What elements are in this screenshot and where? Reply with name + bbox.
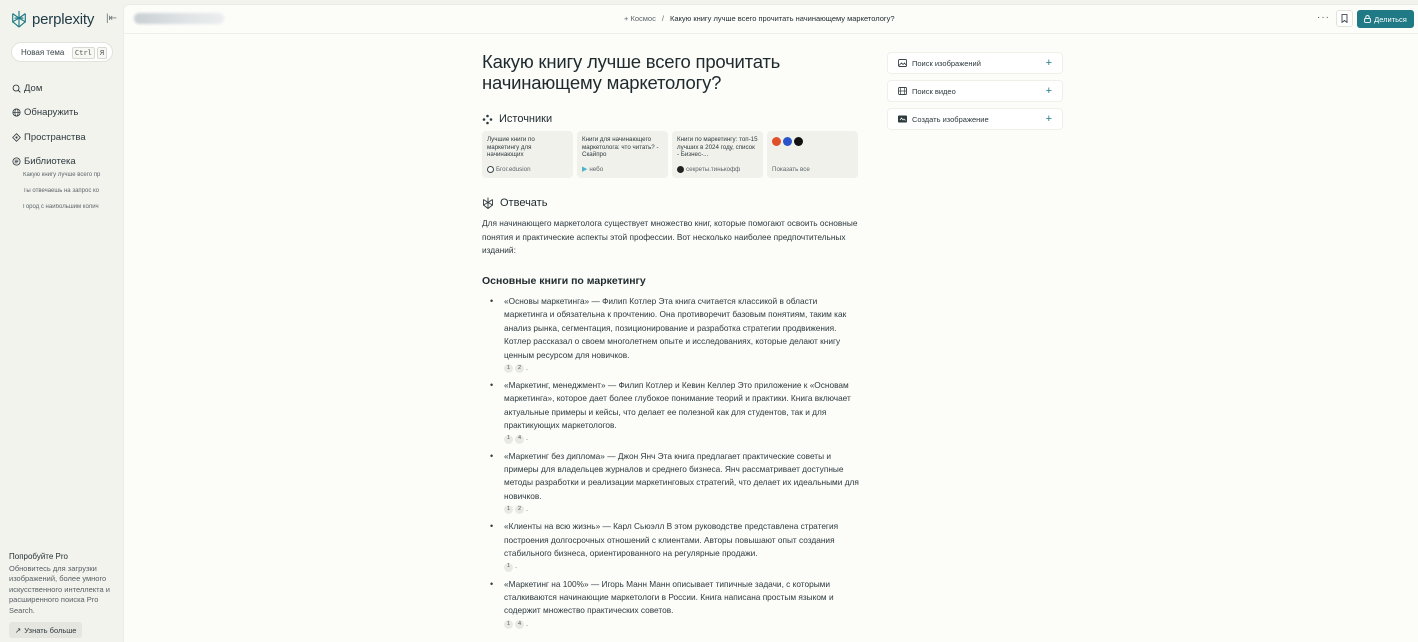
thread-content [482, 51, 862, 628]
search-images-button[interactable] [887, 52, 1063, 74]
generate-image-button[interactable] [887, 108, 1063, 130]
bookmark-icon [1341, 14, 1348, 23]
source-title: Книги по маркетингу: топ-15 лучших в 2024 году, список - Бизнес-... [677, 136, 758, 159]
citation-badge[interactable]: 4 [515, 435, 524, 444]
spaces-icon [12, 133, 21, 142]
source-favicons [772, 137, 853, 146]
sources-heading-label: Источники [499, 113, 553, 125]
logo[interactable] [10, 10, 94, 28]
source-domain-label: Бгог.edusion [496, 166, 531, 173]
answer-subheading: Основные книги по маркетингу [482, 275, 646, 287]
citations [504, 363, 862, 374]
learn-more-button[interactable] [9, 622, 82, 638]
sidebar-item-spaces[interactable] [12, 125, 86, 150]
answer-heading [482, 197, 547, 209]
citation-badge[interactable]: 1 [504, 505, 513, 514]
collapse-sidebar-icon[interactable]: |⇤ [106, 13, 117, 24]
shortcut-key-letter: Я [97, 47, 107, 59]
share-button[interactable] [1357, 10, 1414, 28]
sources-heading [482, 113, 552, 125]
citations [504, 504, 862, 515]
plus-icon: + [1045, 113, 1052, 125]
sidebar-item-label: Пространства [24, 131, 86, 143]
generate-image-label: Создать изображение [912, 114, 989, 124]
plus-icon: + [624, 14, 629, 23]
share-label: Делиться [1374, 14, 1407, 24]
media-panel [887, 52, 1063, 136]
breadcrumb-space[interactable] [624, 14, 656, 23]
source-title: Лучшие книги по маркетингу для начинающих [487, 136, 535, 159]
site-favicon-icon [487, 166, 494, 173]
citation-badge[interactable]: 2 [515, 364, 524, 373]
source-domain-label: секреты.тинькофф [686, 166, 741, 173]
list-item [482, 578, 862, 630]
sidebar-item-discover[interactable] [12, 101, 86, 126]
citation-period: . [526, 364, 528, 372]
breadcrumb-space-label: Космос [630, 14, 656, 23]
book-list [482, 295, 862, 630]
sidebar [0, 0, 123, 642]
library-thread-item[interactable]: Город с наибольшим колич [23, 204, 99, 210]
source-domain [677, 166, 740, 173]
play-favicon-icon: ▶ [582, 166, 588, 173]
pro-promo [9, 552, 119, 616]
sidebar-item-label: Библиотека [24, 156, 76, 168]
library-icon [12, 157, 21, 166]
site-favicon-icon [783, 137, 792, 146]
citation-period: . [515, 563, 517, 571]
book-description: • «Маркетинг, менеджмент» — Филип Котлер и Кевин Келлер Это приложение к «Основам маркетинга», которое дает более глубокое понимание теорий и практики. Книга включает актуальные примеры и кейсы, что делает ее полезной как для студентов, так и для практикующих маркетологов. [504, 380, 851, 431]
source-title: Книги для начинающего маркетолога: что читать? - Скайпро [582, 136, 659, 159]
lock-icon [1364, 15, 1371, 23]
promo-title: Попробуйте Pro [9, 552, 68, 561]
library-threads [23, 172, 113, 220]
topbar [124, 5, 1418, 34]
globe-icon [12, 108, 21, 117]
perplexity-logo-icon [10, 10, 28, 28]
sidebar-item-label: Обнаружить [24, 107, 79, 119]
sidebar-item-library[interactable] [12, 150, 86, 175]
list-item [482, 450, 862, 516]
site-favicon-icon [794, 137, 803, 146]
search-video-button[interactable] [887, 80, 1063, 102]
citation-period: . [526, 506, 528, 514]
library-thread-item[interactable]: Какую книгу лучше всего пр [23, 172, 101, 178]
source-card[interactable] [672, 131, 763, 178]
citation-badge[interactable]: 1 [504, 563, 513, 572]
citation-badge[interactable]: 4 [515, 620, 524, 629]
image-icon [898, 59, 907, 67]
user-account-blurred[interactable] [134, 13, 224, 24]
plus-icon: + [1045, 85, 1052, 97]
sidebar-item-label: Дом [24, 82, 43, 94]
citation-badge[interactable]: 1 [504, 620, 513, 629]
source-domain [487, 166, 531, 173]
citation-badge[interactable]: 1 [504, 364, 513, 373]
answer-heading-label: Отвечать [500, 197, 548, 209]
shortcut-key-ctrl: Ctrl [72, 47, 95, 59]
arrow-up-right-icon: ↗ [15, 625, 22, 635]
source-card[interactable] [577, 131, 668, 178]
breadcrumb-separator: / [661, 14, 664, 23]
citations [504, 434, 862, 445]
citations [504, 562, 862, 573]
video-icon [898, 87, 907, 95]
breadcrumb-thread-title: Какую книгу лучше всего прочитать начинающему маркетологу? [669, 14, 895, 23]
new-topic-button[interactable] [11, 42, 113, 62]
learn-more-label: Узнать больше [24, 625, 77, 635]
citation-period: . [526, 620, 528, 628]
main-panel [123, 4, 1418, 642]
citations [504, 619, 862, 630]
sidebar-item-home[interactable] [12, 76, 86, 101]
list-item [482, 520, 862, 572]
list-item [482, 379, 862, 445]
sources-list [482, 131, 858, 178]
book-description: • «Основы маркетинга» — Филип Котлер Эта книга считается классикой в области маркетинга и обязательна к прочтению. Она противоречит базовым понятиям, таким как анализ рынка, сегментация, позиционирование и разработка стратегии продвижения. Котлер рассказал о своем многолетнем опыте и исследованиях, которые делают книгу ценным ресурсом для новичков. [504, 296, 847, 360]
perplexity-answer-icon [482, 197, 494, 209]
source-domain [582, 165, 603, 173]
source-domain-label: небо [589, 165, 604, 173]
generate-image-icon [898, 115, 907, 123]
book-description: • «Клиенты на всю жизнь» — Карл Сьюэлл В этом руководстве представлена стратегия построения долгосрочных отношений с клиентами. Авторы повышают опыт создания стабильного бизнеса, ориентированного на регулярные продажи. [504, 521, 839, 559]
show-all-sources-card[interactable] [767, 131, 858, 178]
search-icon [12, 84, 21, 93]
search-video-label: Поиск видео [912, 86, 956, 96]
answer-intro: Для начинающего маркетолога существует множество книг, которые помогают освоить основные понятия и практические аспекты этой профессии. Вот несколько наиболее предпочтительных изданий: [482, 218, 858, 255]
new-topic-label: Новая тема [21, 47, 65, 57]
page-title: Какую книгу лучше всего прочитать начинающему маркетологу? [482, 51, 781, 93]
shortcut-keys [72, 47, 107, 59]
more-options-icon[interactable]: ··· [1317, 12, 1330, 23]
book-description: • «Маркетинг без диплома» — Джон Янч Эта книга предлагает практические советы и примеры для владельцев журналов и среднего бизнеса. Янч рассматривает доступные методы разработки и реализации маркетинговых стратегий, что делает их идеальными для новичков. [504, 450, 859, 501]
citation-period: . [526, 435, 528, 443]
breadcrumb [624, 14, 895, 23]
brand-name: perplexity [32, 10, 95, 28]
library-thread-item[interactable]: Ты отвечаешь на запрос ко [23, 188, 100, 194]
site-favicon-icon [677, 166, 684, 173]
sources-icon [482, 114, 493, 125]
source-card[interactable] [482, 131, 573, 178]
bookmark-button[interactable] [1336, 10, 1353, 27]
list-item [482, 295, 862, 374]
site-favicon-icon [772, 137, 781, 146]
promo-text: Обновитесь для загрузки изображений, более умного искусственного интеллекта и расширенного поиска Pro Search. [9, 563, 110, 615]
citation-badge[interactable]: 2 [515, 505, 524, 514]
plus-icon: + [1045, 57, 1052, 69]
citation-badge[interactable]: 1 [504, 435, 513, 444]
book-description: • «Маркетинг на 100%» — Игорь Манн Манн описывает типичные задачи, с которыми сталкиваются начинающие маркетологи в России. Книга написана простым языком и содержит множество практических советов. [504, 578, 834, 616]
search-images-label: Поиск изображений [912, 58, 981, 68]
sidebar-nav [12, 76, 86, 174]
show-all-label: Показать все [772, 166, 810, 173]
